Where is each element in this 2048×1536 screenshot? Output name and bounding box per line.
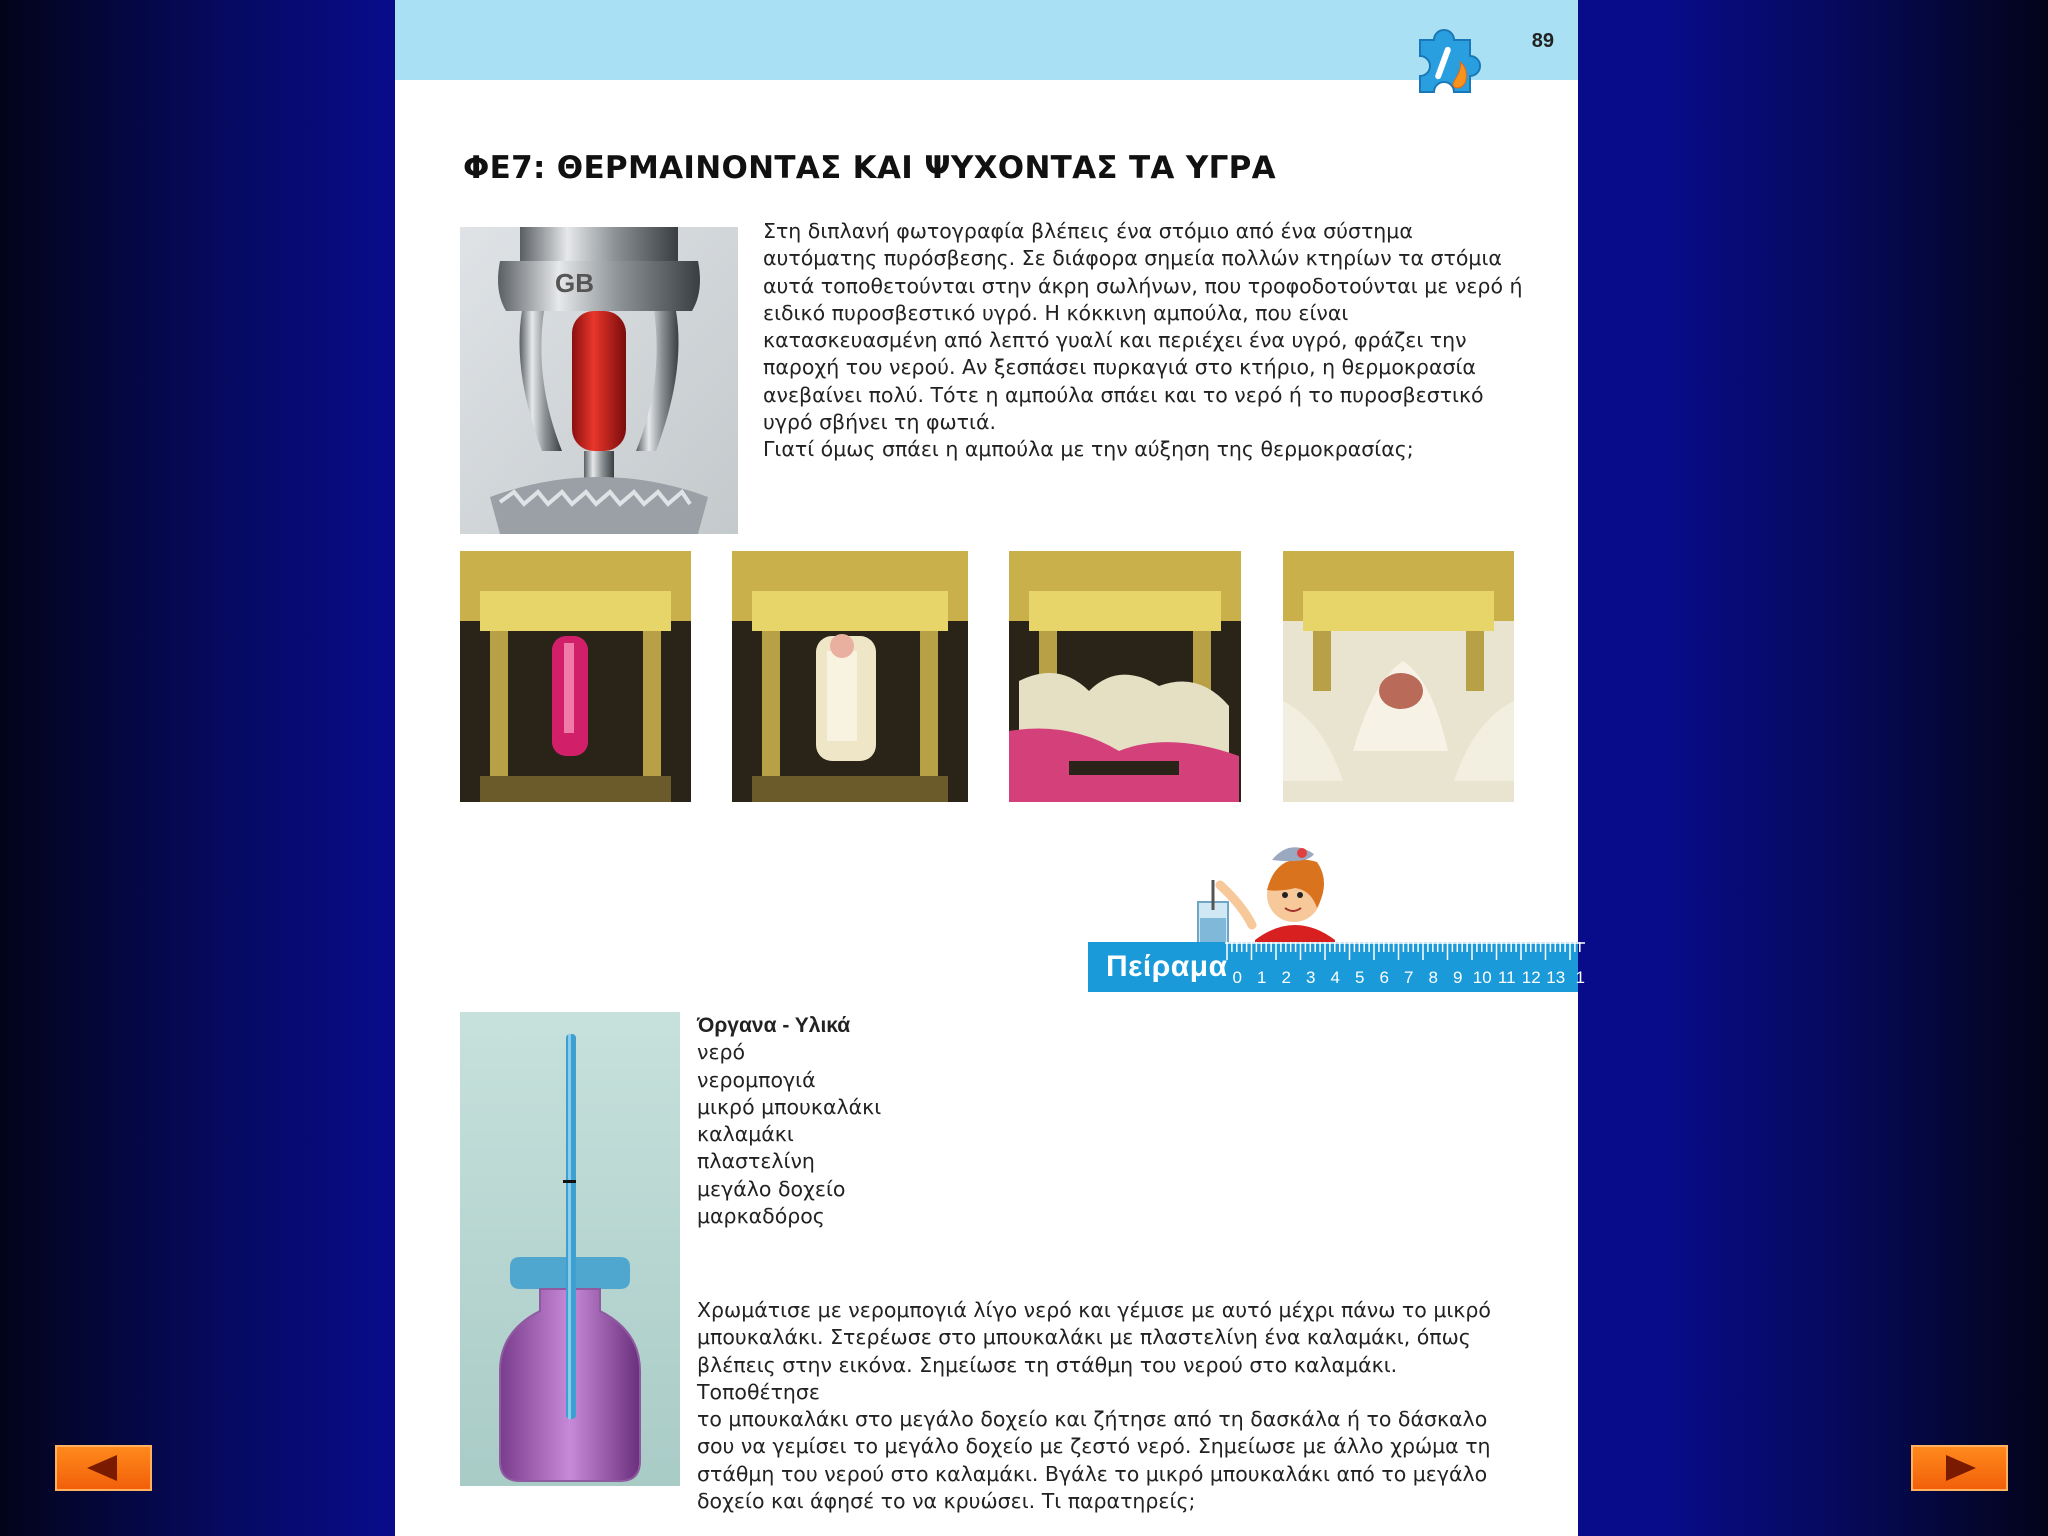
sequence-photo-4 xyxy=(1283,551,1514,802)
ruler-numbers xyxy=(1225,968,1593,988)
material-item: μικρό μπουκαλάκι xyxy=(697,1094,882,1119)
arrow-right-icon xyxy=(1913,1447,2006,1489)
material-item: νερό xyxy=(697,1040,746,1065)
intro-line: ειδικό πυροσβεστικό υγρό. Η κόκκινη αμπούλα, που είναι xyxy=(763,300,1349,325)
instruction-line: σου να γεμίσει το μεγάλο δοχείο με ζεστό νερό. Σημείωσε με άλλο χρώμα τη xyxy=(697,1434,1491,1459)
next-page-button[interactable] xyxy=(1911,1445,2008,1491)
material-item: μαρκαδόρος xyxy=(697,1204,825,1229)
ruler-number: 1 xyxy=(1257,968,1267,987)
page-number: 89 xyxy=(1531,30,1554,52)
ruler-number: 13 xyxy=(1546,968,1566,987)
ruler-number: 0 xyxy=(1232,968,1242,987)
instruction-line: στάθμη του νερού στο καλαμάκι. Βγάλε το μικρό μπουκαλάκι από το μεγάλο xyxy=(697,1461,1488,1486)
instruction-line: μπουκαλάκι. Στερέωσε στο μπουκαλάκι με πλαστελίνη ένα καλαμάκι, όπως xyxy=(697,1325,1471,1350)
material-item: πλαστελίνη xyxy=(697,1149,815,1174)
intro-line: αυτά τοποθετούνται στην άκρη σωλήνων, που τροφοδοτούνται με νερό ή xyxy=(763,273,1523,298)
page-title: ΦΕ7: ΘΕΡΜΑΙΝΟΝΤΑΣ ΚΑΙ ΨΥΧΟΝΤΑΣ ΤΑ ΥΓΡΑ xyxy=(463,150,1276,186)
instruction-line: Χρωμάτισε με νερομπογιά λίγο νερό και γέμισε με αυτό μέχρι πάνω το μικρό xyxy=(697,1298,1491,1322)
instruction-line: βλέπεις στην εικόνα. Σημείωσε τη στάθμη του νερού στο καλαμάκι. Τοποθέτησε xyxy=(697,1352,1398,1404)
intro-line: Στη διπλανή φωτογραφία βλέπεις ένα στόμιο από ένα σύστημα xyxy=(763,219,1413,243)
ruler-number: 11 xyxy=(1497,968,1516,987)
material-item: νερομπογιά xyxy=(697,1067,816,1092)
ruler-number: 4 xyxy=(1330,968,1340,987)
intro-line: ανεβαίνει πολύ. Τότε η αμπούλα σπάει και το νερό ή το πυροσβεστικό xyxy=(763,382,1484,407)
svg-text:GB: GB xyxy=(555,268,594,298)
ruler-number: 1 xyxy=(1575,968,1585,987)
intro-line: παροχή του νερού. Αν ξεσπάσει πυρκαγιά στο κτήριο, η θερμοκρασία xyxy=(763,355,1476,380)
materials-title: Όργανα - Υλικά xyxy=(697,1014,851,1037)
material-item: καλαμάκι xyxy=(697,1122,794,1147)
sequence-photo-3 xyxy=(1009,551,1241,802)
ruler-number: 2 xyxy=(1281,968,1291,987)
bottle-with-straw-photo xyxy=(460,1012,680,1486)
intro-line: Γιατί όμως σπάει η αμπούλα με την αύξηση της θερμοκρασίας; xyxy=(763,437,1414,462)
girl-with-beaker-illustration xyxy=(1190,840,1340,955)
intro-line: κατασκευασμένη από λεπτό γυαλί και περιέχει ένα υγρό, φράζει την xyxy=(763,328,1467,353)
ruler-number: 10 xyxy=(1472,968,1492,987)
instructions-paragraph xyxy=(697,1297,1517,1515)
ruler-number: 12 xyxy=(1521,968,1541,987)
experiment-label: Πείραμα xyxy=(1106,950,1228,983)
arrow-left-icon xyxy=(57,1447,150,1489)
ruler-number: 5 xyxy=(1355,968,1365,987)
intro-line: αυτόματης πυρόσβεσης. Σε διάφορα σημεία πολλών κτηρίων τα στόμια xyxy=(763,246,1502,271)
book-page xyxy=(395,0,1585,1536)
intro-line: υγρό σβήνει τη φωτιά. xyxy=(763,410,996,435)
ruler-ticks xyxy=(1225,942,1585,964)
ruler-number: 9 xyxy=(1453,968,1463,987)
materials-list xyxy=(697,1012,881,1230)
experiment-banner xyxy=(1088,942,1585,992)
instruction-line: το μπουκαλάκι στο μεγάλο δοχείο και ζήτησε από τη δασκάλα ή το δάσκαλο xyxy=(697,1407,1488,1432)
material-item: μεγάλο δοχείο xyxy=(697,1176,846,1201)
sequence-photo-1 xyxy=(460,551,691,802)
puzzle-piece-icon xyxy=(1390,18,1500,128)
ruler-number: 7 xyxy=(1404,968,1414,987)
previous-page-button[interactable] xyxy=(55,1445,152,1491)
sequence-photo-2 xyxy=(732,551,968,802)
ruler-number: 3 xyxy=(1306,968,1316,987)
ruler-number: 6 xyxy=(1379,968,1389,987)
intro-paragraph xyxy=(763,218,1533,464)
ruler-number: 8 xyxy=(1428,968,1438,987)
instruction-line: δοχείο και άφησέ το να κρυώσει. Τι παρατηρείς; xyxy=(697,1489,1196,1514)
sprinkler-photo xyxy=(460,227,738,534)
